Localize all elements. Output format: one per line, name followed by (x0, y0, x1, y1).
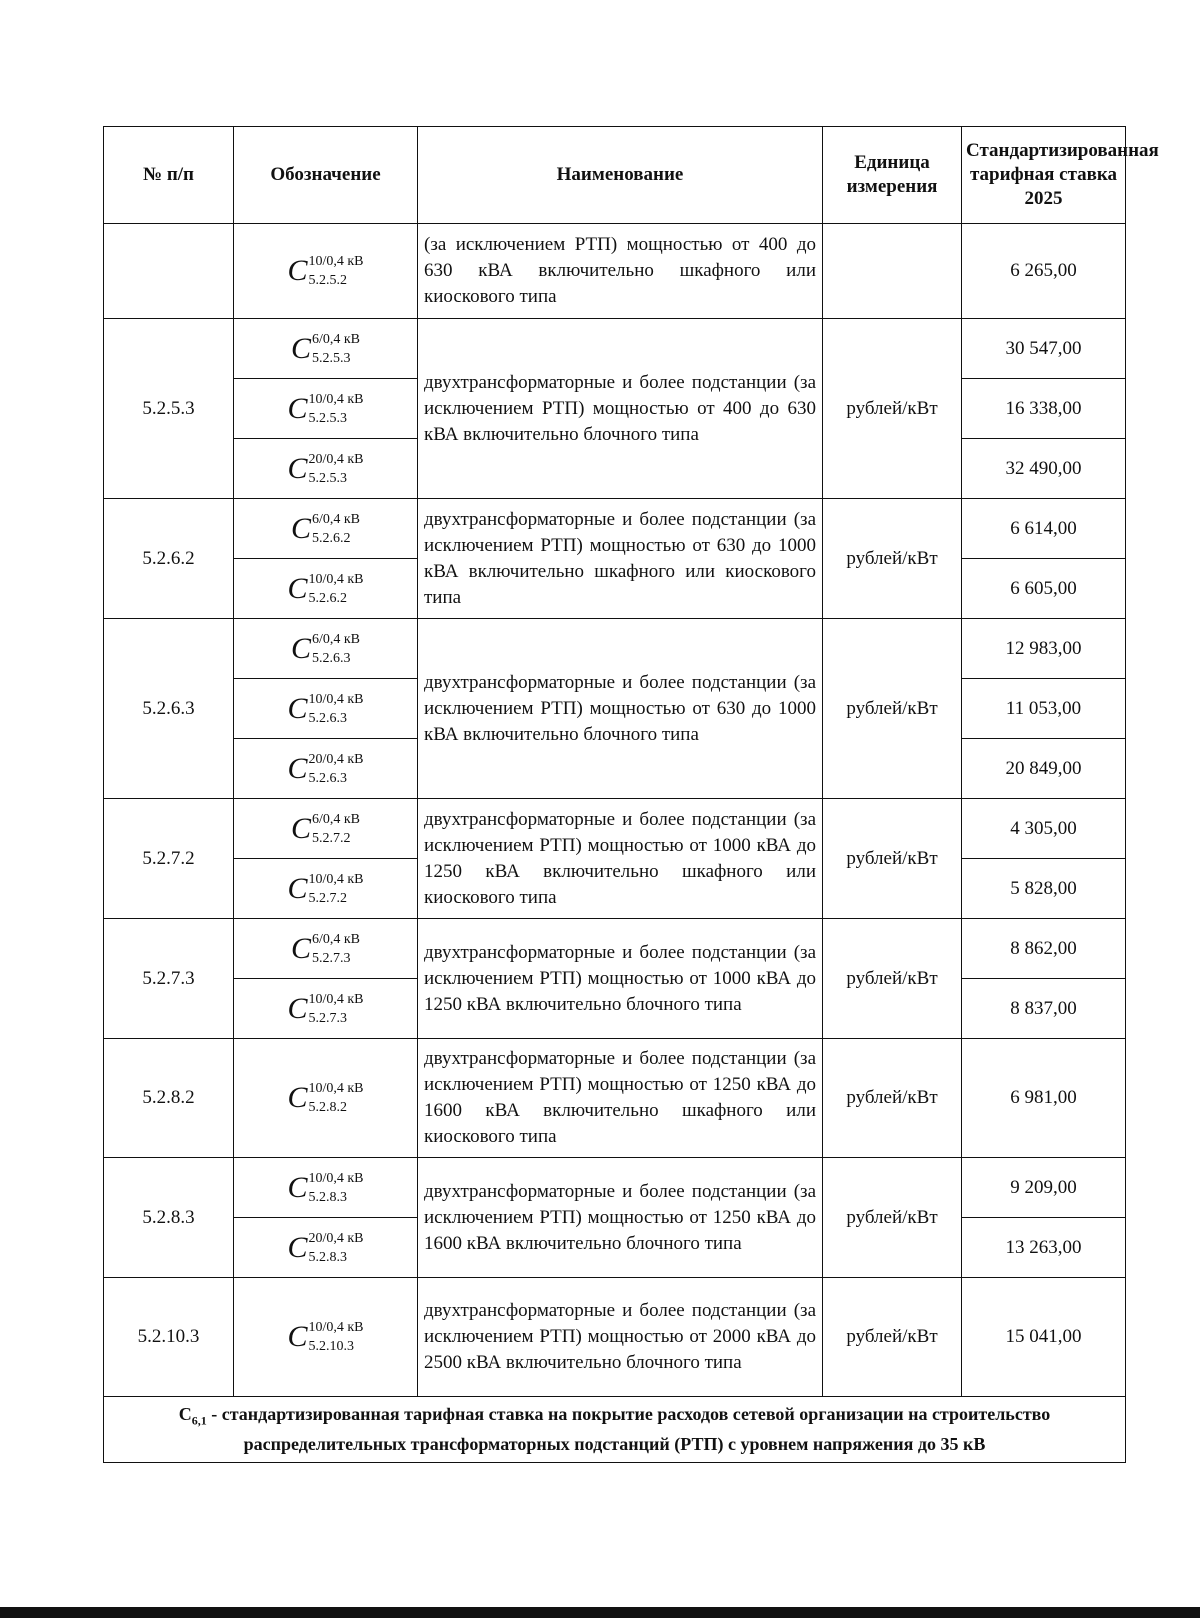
footer-symbol-sub: 6,1 (191, 1413, 207, 1428)
designation-voltage: 6/0,4 кВ (311, 811, 361, 827)
row-num: 5.2.6.3 (104, 619, 234, 799)
header-rate: Стандартизированная тарифная ставка 2025 (962, 127, 1126, 224)
designation-voltage: 6/0,4 кВ (311, 331, 361, 347)
row-rate: 6 981,00 (962, 1039, 1126, 1158)
designation-voltage: 20/0,4 кВ (308, 1230, 364, 1246)
designation-code: 5.2.5.2 (308, 273, 347, 288)
row-designation (234, 1039, 418, 1158)
row-num: 5.2.8.3 (104, 1158, 234, 1278)
designation-code: 5.2.6.3 (308, 710, 347, 726)
row-designation (234, 799, 418, 859)
table-row (104, 1158, 1126, 1218)
footer-note (104, 1397, 1126, 1463)
row-rate: 11 053,00 (962, 679, 1126, 739)
designation-voltage: 10/0,4 кВ (308, 871, 364, 887)
row-num: 5.2.10.3 (104, 1278, 234, 1397)
row-rate: 30 547,00 (962, 319, 1126, 379)
row-unit (823, 224, 962, 319)
row-name: двухтрансформаторные и более подстанции (за исключением РТП) мощностью от 630 до 1000 кВА включительно шкафного или киоскового типа (418, 499, 823, 619)
designation-code: 5.2.6.2 (308, 590, 347, 606)
row-num: 5.2.7.3 (104, 919, 234, 1039)
row-name: двухтрансформаторные и более подстанции (за исключением РТП) мощностью от 1000 кВА до 1250 кВА включительно блочного типа (418, 919, 823, 1039)
table-row (104, 319, 1126, 379)
row-rate: 4 305,00 (962, 799, 1126, 859)
row-num: 5.2.6.2 (104, 499, 234, 619)
row-name: (за исключением РТП) мощностью от 400 до 630 кВА включительно шкафного или киоскового типа (418, 224, 823, 319)
header-unit: Единица измерения (823, 127, 962, 224)
table-body (104, 224, 1126, 1397)
row-designation (234, 739, 418, 799)
row-num: 5.2.8.2 (104, 1039, 234, 1158)
row-rate: 9 209,00 (962, 1158, 1126, 1218)
row-designation (234, 679, 418, 739)
table-row (104, 619, 1126, 679)
header-designation: Обозначение (234, 127, 418, 224)
row-unit: рублей/кВт (823, 1158, 962, 1278)
row-designation (234, 859, 418, 919)
header-name: Наименование (418, 127, 823, 224)
row-name: двухтрансформаторные и более подстанции (за исключением РТП) мощностью от 1000 кВА до 1250 кВА включительно шкафного или киоскового типа (418, 799, 823, 919)
row-rate: 6 614,00 (962, 499, 1126, 559)
row-rate: 16 338,00 (962, 379, 1126, 439)
row-unit: рублей/кВт (823, 1039, 962, 1158)
designation-voltage: 6/0,4 кВ (311, 931, 361, 947)
table-row (104, 499, 1126, 559)
row-unit: рублей/кВт (823, 1278, 962, 1397)
row-designation (234, 1158, 418, 1218)
designation-voltage: 10/0,4 кВ (308, 254, 364, 269)
table-footer-row (104, 1397, 1126, 1463)
row-name: двухтрансформаторные и более подстанции (за исключением РТП) мощностью от 2000 кВА до 2500 кВА включительно блочного типа (418, 1278, 823, 1397)
row-rate: 6 265,00 (962, 224, 1126, 319)
designation-voltage: 6/0,4 кВ (311, 511, 361, 527)
row-rate: 5 828,00 (962, 859, 1126, 919)
designation-code: 5.2.6.3 (311, 650, 351, 666)
row-rate: 20 849,00 (962, 739, 1126, 799)
row-designation (234, 1278, 418, 1397)
row-rate: 6 605,00 (962, 559, 1126, 619)
table-row (104, 1039, 1126, 1158)
row-designation (234, 499, 418, 559)
designation-letter: C (290, 631, 311, 665)
row-rate: 15 041,00 (962, 1278, 1126, 1397)
designation-code: 5.2.8.3 (308, 1249, 347, 1265)
row-rate: 32 490,00 (962, 439, 1126, 499)
designation-letter: C (287, 1081, 308, 1114)
designation-code: 5.2.6.2 (311, 530, 351, 546)
designation-letter: C (287, 1170, 308, 1204)
row-designation (234, 439, 418, 499)
row-name: двухтрансформаторные и более подстанции (за исключением РТП) мощностью от 400 до 630 кВА включительно блочного типа (418, 319, 823, 499)
designation-code: 5.2.10.3 (308, 1339, 354, 1354)
designation-letter: C (287, 571, 308, 605)
designation-voltage: 10/0,4 кВ (308, 1320, 364, 1335)
designation-letter: C (287, 1320, 308, 1353)
row-rate: 12 983,00 (962, 619, 1126, 679)
designation-code: 5.2.7.3 (311, 950, 351, 966)
designation-code: 5.2.7.3 (308, 1010, 347, 1026)
row-designation (234, 1218, 418, 1278)
row-name: двухтрансформаторные и более подстанции (за исключением РТП) мощностью от 1250 кВА до 1600 кВА включительно шкафного или киоскового типа (418, 1039, 823, 1158)
designation-letter: C (287, 391, 308, 425)
designation-letter: C (287, 751, 308, 785)
designation-voltage: 10/0,4 кВ (308, 991, 364, 1007)
row-unit: рублей/кВт (823, 799, 962, 919)
designation-letter: C (287, 1230, 308, 1264)
row-rate: 8 862,00 (962, 919, 1126, 979)
designation-letter: C (287, 691, 308, 725)
row-designation (234, 379, 418, 439)
designation-code: 5.2.6.3 (308, 770, 347, 786)
table-row (104, 919, 1126, 979)
row-designation (234, 979, 418, 1039)
row-rate: 13 263,00 (962, 1218, 1126, 1278)
table-row (104, 1278, 1126, 1397)
designation-voltage: 10/0,4 кВ (308, 691, 364, 707)
designation-voltage: 10/0,4 кВ (308, 391, 364, 407)
designation-letter: C (290, 511, 311, 545)
designation-code: 5.2.5.3 (308, 410, 347, 426)
scan-edge-bar (0, 1607, 1200, 1618)
designation-letter: C (290, 811, 311, 845)
designation-code: 5.2.8.3 (308, 1189, 347, 1205)
designation-letter: C (290, 931, 311, 965)
header-num: № п/п (104, 127, 234, 224)
designation-code: 5.2.5.3 (311, 350, 351, 366)
designation-code: 5.2.7.2 (311, 830, 351, 846)
designation-code: 5.2.7.2 (308, 890, 347, 906)
designation-voltage: 20/0,4 кВ (308, 751, 364, 767)
designation-letter: C (287, 254, 308, 287)
row-designation (234, 224, 418, 319)
row-designation (234, 919, 418, 979)
row-rate: 8 837,00 (962, 979, 1126, 1039)
row-designation (234, 619, 418, 679)
row-designation (234, 319, 418, 379)
row-num (104, 224, 234, 319)
row-unit: рублей/кВт (823, 499, 962, 619)
designation-voltage: 10/0,4 кВ (308, 1170, 364, 1186)
row-name: двухтрансформаторные и более подстанции (за исключением РТП) мощностью от 1250 кВА до 1600 кВА включительно блочного типа (418, 1158, 823, 1278)
row-unit: рублей/кВт (823, 619, 962, 799)
row-num: 5.2.7.2 (104, 799, 234, 919)
row-num: 5.2.5.3 (104, 319, 234, 499)
row-designation (234, 559, 418, 619)
designation-letter: C (287, 451, 308, 485)
row-unit: рублей/кВт (823, 319, 962, 499)
designation-code: 5.2.5.3 (308, 470, 347, 486)
footer-symbol: С (178, 1404, 192, 1424)
designation-voltage: 20/0,4 кВ (308, 451, 364, 467)
designation-voltage: 10/0,4 кВ (308, 571, 364, 587)
designation-letter: C (290, 331, 311, 365)
table-header-row (104, 127, 1126, 224)
row-name: двухтрансформаторные и более подстанции (за исключением РТП) мощностью от 630 до 1000 кВА включительно блочного типа (418, 619, 823, 799)
row-unit: рублей/кВт (823, 919, 962, 1039)
designation-letter: C (287, 871, 308, 905)
designation-letter: C (287, 991, 308, 1025)
footer-text: - стандартизированная тарифная ставка на покрытие расходов сетевой организации на строительство распределительных трансформаторных подстанций (РТП) с уровнем напряжения до 35 кВ (206, 1404, 1051, 1454)
designation-voltage: 6/0,4 кВ (311, 631, 361, 647)
table-row (104, 799, 1126, 859)
tariff-table (103, 126, 1159, 1463)
designation-voltage: 10/0,4 кВ (308, 1081, 364, 1096)
table-row (104, 224, 1126, 319)
designation-code: 5.2.8.2 (308, 1100, 347, 1115)
